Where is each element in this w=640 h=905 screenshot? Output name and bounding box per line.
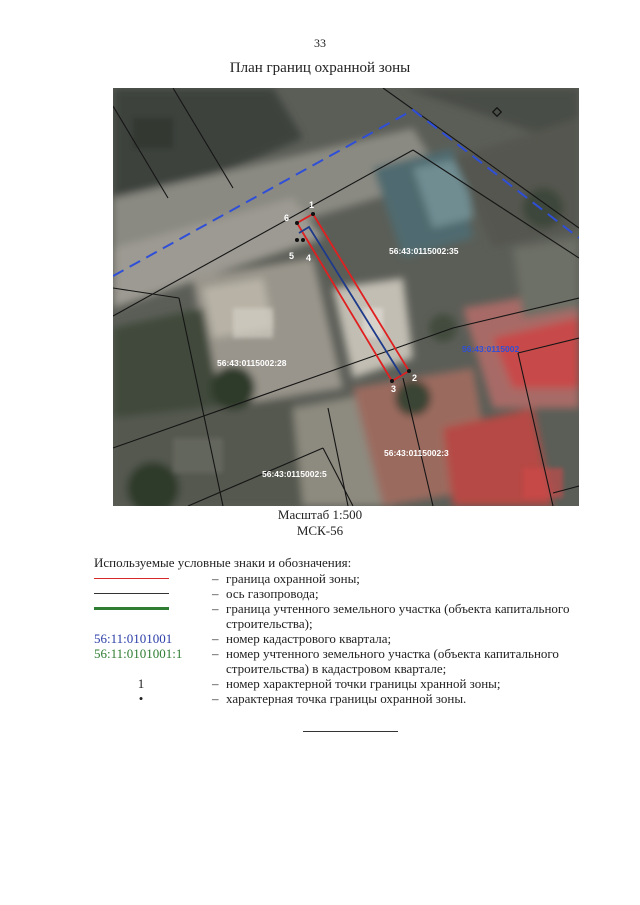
map-canvas <box>113 88 579 506</box>
legend-text: граница учтенного земельного участка (объекта капитального строительства); <box>226 601 570 631</box>
parcel-number-symbol: 56:11:0101001:1 <box>94 646 183 661</box>
legend-row-parcel-number: 56:11:0101001:1 – номер учтенного земельного участка (объекта капитального строительства) в кадастровом квартале; <box>94 646 594 676</box>
legend-text: номер кадастрового квартала; <box>226 631 392 646</box>
legend <box>94 571 594 706</box>
point-label-1: 1 <box>309 200 315 210</box>
scale-block <box>0 507 640 539</box>
legend-row-zone-boundary: – граница охранной зоны; <box>94 571 594 586</box>
legend-text: характерная точка границы охранной зоны. <box>226 691 467 706</box>
point-label-2: 2 <box>412 373 418 383</box>
parcel-label-28: 56:43:0115002:28 <box>217 358 287 368</box>
boundary-map <box>113 88 579 506</box>
point-number-symbol: 1 <box>137 676 145 691</box>
scale-text: Масштаб 1:500 <box>277 507 363 522</box>
legend-row-point-number: 1 – номер характерной точки границы хранной зоны; <box>94 676 594 691</box>
parcel-label-35: 56:43:0115002:35 <box>389 246 459 256</box>
quarter-number-symbol: 56:11:0101001 <box>94 631 173 646</box>
legend-text: номер учтенного земельного участка (объекта капитального строительства) в кадастровом квартале; <box>226 646 559 676</box>
point-label-3: 3 <box>391 384 397 394</box>
zone-boundary-line-symbol <box>94 578 169 579</box>
point-label-4: 4 <box>306 253 312 263</box>
legend-row-parcel-boundary: – граница учтенного земельного участка (объекта капитального строительства); <box>94 601 594 631</box>
parcel-label-5: 56:43:0115002:5 <box>262 469 327 479</box>
legend-row-quarter-number: 56:11:0101001 – номер кадастрового квартала; <box>94 631 594 646</box>
crs-text: МСК-56 <box>296 523 344 538</box>
characteristic-point-symbol: • <box>138 691 144 706</box>
legend-row-characteristic-point: • – характерная точка границы охранной зоны. <box>94 691 594 706</box>
end-separator-line <box>303 731 398 732</box>
legend-title: Используемые условные знаки и обозначения: <box>94 555 352 570</box>
parcel-label-3: 56:43:0115002:3 <box>384 448 449 458</box>
point-label-5: 5 <box>289 251 295 261</box>
point-label-6: 6 <box>284 213 290 223</box>
quarter-label: 56:43:0115002 <box>462 344 520 354</box>
gas-axis-line-symbol <box>94 593 169 594</box>
legend-text: номер характерной точки границы хранной зоны; <box>226 676 501 691</box>
page-number: 33 <box>314 36 326 50</box>
legend-row-gas-axis: – ось газопровода; <box>94 586 594 601</box>
legend-text: граница охранной зоны; <box>226 571 360 586</box>
parcel-boundary-line-symbol <box>94 607 169 610</box>
legend-text: ось газопровода; <box>226 586 319 601</box>
document-title: План границ охранной зоны <box>229 60 411 76</box>
